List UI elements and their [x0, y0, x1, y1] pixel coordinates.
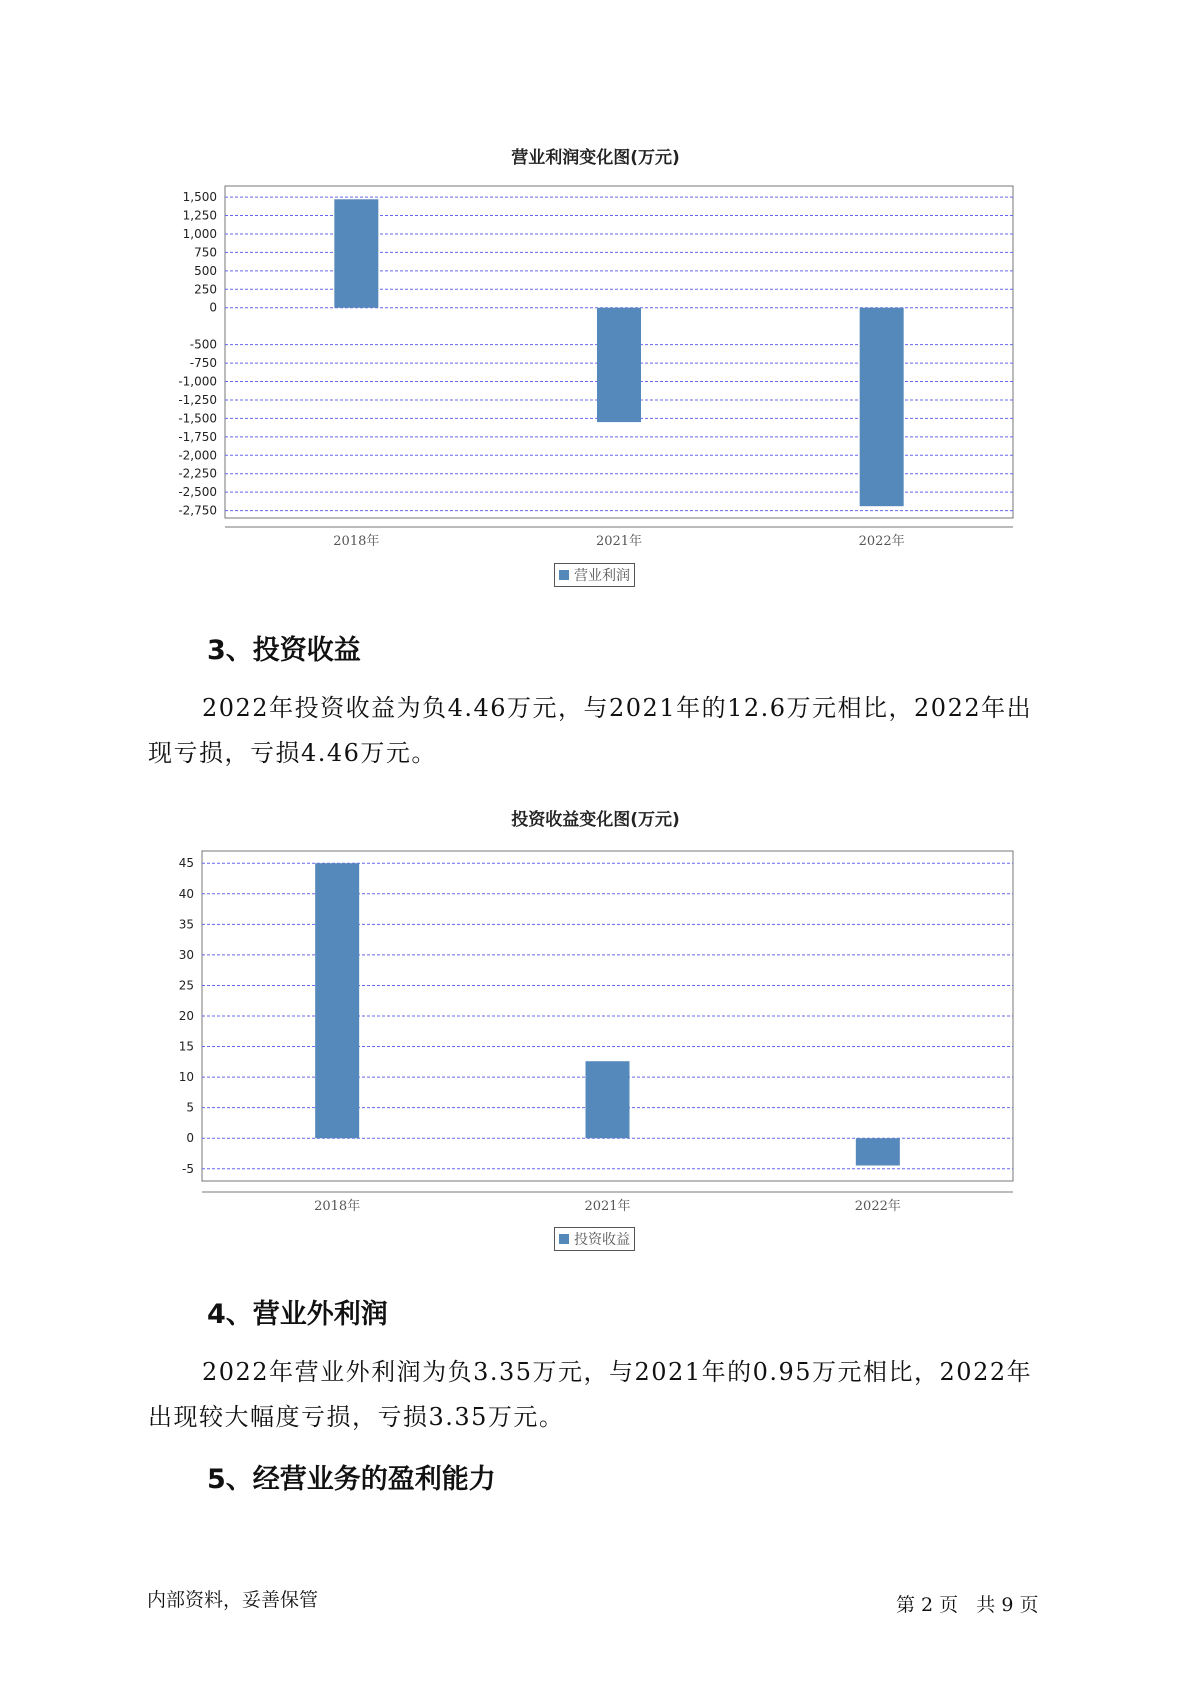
y-tick-label: 25 [178, 978, 194, 993]
chart2-legend-label: 投资收益 [574, 1232, 630, 1248]
y-tick-label: 1,000 [182, 226, 217, 241]
x-tick-label: 2021年 [584, 1199, 631, 1214]
y-tick-label: 0 [209, 300, 217, 315]
section4-line1: 2022年营业外利润为负3.35万元，与2021年的0.95万元相比，2022年 [202, 1358, 1033, 1386]
y-tick-label: -1,250 [178, 392, 217, 407]
y-tick-label: -500 [189, 337, 217, 352]
y-tick-label: -1,000 [178, 374, 217, 389]
section4-heading: 4、营业外利润 [207, 1299, 388, 1330]
chart1-title: 营业利润变化图(万元) [511, 148, 680, 168]
y-tick-label: -2,250 [178, 466, 217, 481]
bar [856, 1138, 900, 1165]
x-tick-label: 2018年 [333, 534, 380, 549]
x-tick-label: 2022年 [858, 534, 905, 549]
y-tick-label: 5 [186, 1100, 194, 1115]
section3-line2: 现亏损，亏损4.46万元。 [148, 739, 437, 767]
y-tick-label: -2,750 [178, 503, 217, 518]
y-tick-label: 20 [178, 1009, 194, 1023]
footer-confidential: 内部资料，妥善保管 [147, 1589, 319, 1611]
x-tick-label: 2018年 [314, 1199, 361, 1214]
y-tick-label: 750 [194, 245, 217, 260]
y-tick-label: -1,500 [178, 411, 217, 426]
x-tick-label: 2022年 [854, 1199, 901, 1214]
y-tick-label: -5 [182, 1161, 194, 1176]
section5-heading: 5、经营业务的盈利能力 [207, 1464, 496, 1495]
footer-page-number: 第 2 页 共 9 页 [896, 1594, 1039, 1616]
y-tick-label: 45 [178, 856, 194, 871]
y-tick-label: 1,250 [182, 208, 217, 223]
y-tick-label: 30 [178, 947, 194, 962]
section4-line2: 出现较大幅度亏损，亏损3.35万元。 [148, 1403, 565, 1431]
y-tick-label: 35 [178, 917, 194, 932]
y-tick-label: 250 [194, 282, 217, 297]
y-tick-label: 500 [194, 263, 217, 278]
section3-heading: 3、投资收益 [207, 635, 361, 666]
section3-line1: 2022年投资收益为负4.46万元，与2021年的12.6万元相比，2022年出 [202, 694, 1033, 722]
y-tick-label: -750 [189, 356, 217, 371]
y-tick-label: 40 [178, 886, 194, 901]
chart2-title: 投资收益变化图(万元) [511, 810, 680, 830]
chart2-legend [554, 1227, 635, 1251]
y-tick-label: 0 [186, 1131, 194, 1146]
y-tick-label: 10 [178, 1070, 194, 1085]
y-tick-label: 15 [178, 1039, 194, 1054]
y-tick-label: 1,500 [182, 190, 217, 205]
legend-swatch [559, 1234, 569, 1244]
y-tick-label: -2,000 [178, 448, 217, 463]
section4-paragraph [148, 1350, 1048, 1440]
bar [586, 1061, 630, 1138]
y-tick-label: -2,500 [178, 485, 217, 500]
chart1-legend-label: 营业利润 [574, 568, 630, 584]
x-tick-label: 2021年 [595, 534, 643, 549]
y-tick-label: -1,750 [178, 429, 217, 444]
bar [315, 863, 359, 1138]
